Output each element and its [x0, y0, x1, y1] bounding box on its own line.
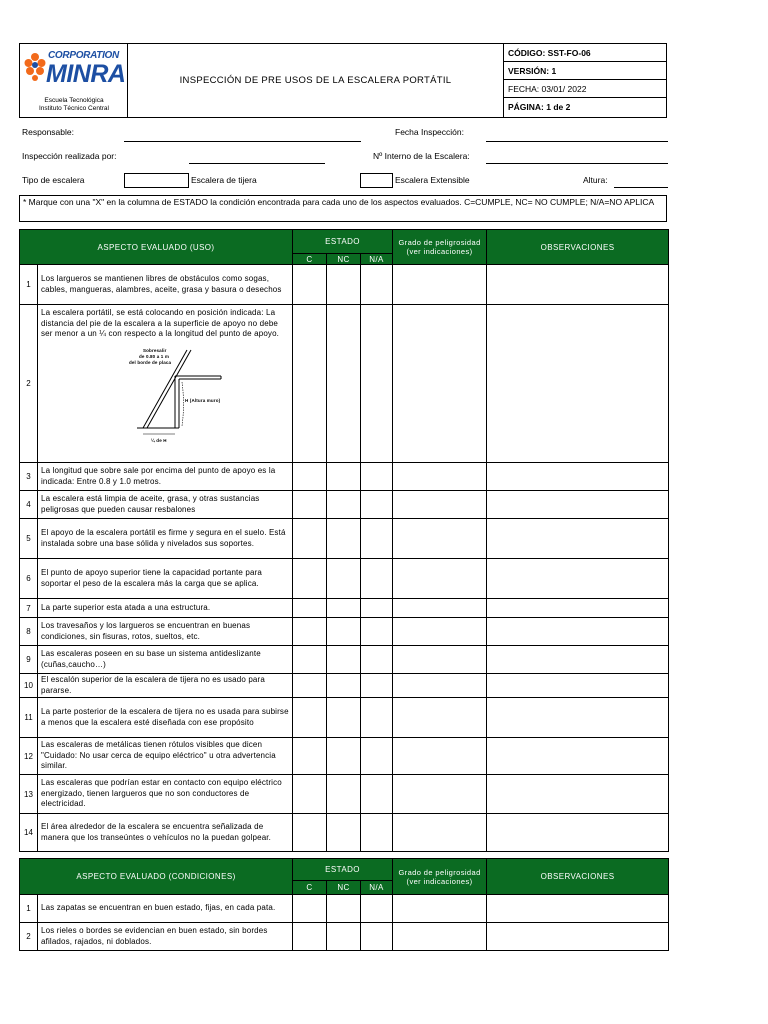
cell-nc[interactable] — [327, 775, 361, 814]
responsable-field[interactable] — [124, 141, 361, 142]
table-row — [20, 674, 669, 698]
responsable-label: Responsable: — [22, 127, 74, 137]
cell-observaciones[interactable] — [487, 618, 669, 646]
cell-observaciones[interactable] — [487, 923, 669, 951]
row-text: La escalera portátil, se está colocando en posición indicada: La distancia del pie de la escalera a la superficie de apoyo no debe ser menor a un ¼ con respecto a la longitud del punto de apoyo. — [41, 308, 280, 338]
meta-pagina: PÁGINA: 1 de 2 — [508, 102, 571, 112]
cell-c[interactable] — [293, 559, 327, 599]
cell-nc[interactable] — [327, 895, 361, 923]
table-row — [20, 775, 669, 814]
cell-observaciones[interactable] — [487, 895, 669, 923]
row-number: 3 — [20, 463, 38, 491]
row-number: 2 — [20, 923, 38, 951]
row-text: La parte superior esta atada a una estructura. — [38, 599, 293, 618]
cell-na[interactable] — [361, 305, 393, 463]
numero-interno-field[interactable] — [486, 163, 668, 164]
diagram-label-h: H (Altura muro) — [185, 397, 221, 403]
uso-nc-header: NC — [327, 254, 361, 265]
altura-field[interactable] — [614, 187, 668, 188]
row-number: 4 — [20, 491, 38, 519]
cell-nc[interactable] — [327, 599, 361, 618]
cell-observaciones[interactable] — [487, 559, 669, 599]
logo-minra-text: MINRA — [46, 60, 126, 88]
cell-c[interactable] — [293, 738, 327, 775]
cell-grado[interactable] — [393, 923, 487, 951]
cell-observaciones[interactable] — [487, 599, 669, 618]
cell-na[interactable] — [361, 265, 393, 305]
cell-c[interactable] — [293, 674, 327, 698]
cell-observaciones[interactable] — [487, 519, 669, 559]
cell-nc[interactable] — [327, 265, 361, 305]
row-text: El apoyo de la escalera portátil es firme y segura en el suelo. Está instalada sobre una base sólida y nivelados sus soportes. — [38, 519, 293, 559]
numero-interno-label: Nº Interno de la Escalera: — [373, 151, 470, 161]
row-text: Los rieles o bordes se evidencian en buen estado, sin bordes afilados, rajados, ni doblados. — [38, 923, 293, 951]
logo-cell — [20, 44, 128, 117]
condiciones-observaciones-header: OBSERVACIONES — [487, 859, 669, 895]
uso-na-header: N/A — [361, 254, 393, 265]
cell-na[interactable] — [361, 519, 393, 559]
document-header — [19, 43, 667, 118]
meta-version: VERSIÓN: 1 — [504, 62, 666, 80]
cell-na[interactable] — [361, 463, 393, 491]
escalera-tijera-label: Escalera de tijera — [191, 175, 257, 185]
table-row — [20, 599, 669, 618]
cell-observaciones[interactable] — [487, 738, 669, 775]
row-number: 14 — [20, 814, 38, 852]
ladder-diagram — [121, 346, 241, 446]
uso-observaciones-header: OBSERVACIONES — [487, 230, 669, 265]
cell-nc[interactable] — [327, 646, 361, 674]
cell-na[interactable] — [361, 599, 393, 618]
cell-grado[interactable] — [393, 618, 487, 646]
altura-label: Altura: — [583, 175, 608, 185]
document-title: INSPECCIÓN DE PRE USOS DE LA ESCALERA PORTÁTIL — [128, 44, 504, 117]
row-text: El área alrededor de la escalera se encuentra señalizada de manera que los transeúntes o vehículos no la puedan golpear. — [38, 814, 293, 852]
row-number: 6 — [20, 559, 38, 599]
condiciones-estado-header: ESTADO — [293, 859, 393, 881]
cell-c[interactable] — [293, 646, 327, 674]
cell-na[interactable] — [361, 698, 393, 738]
condiciones-table — [19, 858, 669, 951]
cell-grado[interactable] — [393, 265, 487, 305]
row-text: La escalera está limpia de aceite, grasa, y otras sustancias peligrosas que pueden causar resbalones — [38, 491, 293, 519]
cell-c[interactable] — [293, 491, 327, 519]
cell-grado[interactable] — [393, 463, 487, 491]
cell-observaciones[interactable] — [487, 674, 669, 698]
cell-c[interactable] — [293, 519, 327, 559]
cell-nc[interactable] — [327, 463, 361, 491]
cell-nc[interactable] — [327, 698, 361, 738]
row-text: Las escaleras poseen en su base un sistema antideslizante (cuñas,caucho…) — [38, 646, 293, 674]
uso-c-header: C — [293, 254, 327, 265]
cell-grado[interactable] — [393, 738, 487, 775]
uso-table — [19, 229, 669, 852]
cell-na[interactable] — [361, 923, 393, 951]
cell-c[interactable] — [293, 599, 327, 618]
logo-subtitle-1: Escuela Tecnológica — [44, 97, 104, 104]
row-text: Las escaleras de metálicas tienen rótulos visibles que dicen "Cuidado: No usar cerca de equipo eléctrico" u otra advertencia similar. — [38, 738, 293, 775]
table-row — [20, 559, 669, 599]
table-row — [20, 895, 669, 923]
condiciones-aspecto-header: ASPECTO EVALUADO (CONDICIONES) — [20, 859, 293, 895]
row-text: Los largueros se mantienen libres de obstáculos como sogas, cables, mangueras, alambres, aceite, grasa y basura o desechos — [38, 265, 293, 305]
row-text: El escalón superior de la escalera de tijera no es usado para pararse. — [38, 674, 293, 698]
cell-na[interactable] — [361, 814, 393, 852]
cell-observaciones[interactable] — [487, 265, 669, 305]
condiciones-grado-header: Grado de peligrosidad (ver indicaciones) — [393, 859, 487, 895]
realizada-por-field[interactable] — [189, 163, 325, 164]
cell-c[interactable] — [293, 775, 327, 814]
cell-nc[interactable] — [327, 305, 361, 463]
cell-observaciones[interactable] — [487, 775, 669, 814]
cell-c[interactable] — [293, 895, 327, 923]
cell-c[interactable] — [293, 305, 327, 463]
row-text-with-diagram — [38, 305, 293, 463]
diagram-label-top1: Sobresalir — [143, 347, 167, 353]
table-row — [20, 814, 669, 852]
escalera-extensible-checkbox[interactable] — [360, 173, 393, 188]
diagram-label-top2: de 0.80 a 1 m — [139, 353, 169, 359]
escalera-extensible-label: Escalera Extensible — [395, 175, 470, 185]
cell-observaciones[interactable] — [487, 646, 669, 674]
row-number: 13 — [20, 775, 38, 814]
cell-grado[interactable] — [393, 491, 487, 519]
cell-na[interactable] — [361, 559, 393, 599]
logo-subtitle-2: Instituto Técnico Central — [39, 105, 109, 112]
row-number: 1 — [20, 265, 38, 305]
row-number: 7 — [20, 599, 38, 618]
cell-na[interactable] — [361, 895, 393, 923]
cell-observaciones[interactable] — [487, 814, 669, 852]
tipo-escalera-label: Tipo de escalera — [22, 175, 85, 185]
cell-grado[interactable] — [393, 895, 487, 923]
cell-observaciones[interactable] — [487, 698, 669, 738]
cell-c[interactable] — [293, 698, 327, 738]
row-text: El punto de apoyo superior tiene la capacidad portante para soportar el peso de la escalera más la carga que se aplica. — [38, 559, 293, 599]
row-number: 8 — [20, 618, 38, 646]
cell-grado[interactable] — [393, 674, 487, 698]
table-row — [20, 491, 669, 519]
cell-c[interactable] — [293, 814, 327, 852]
cell-grado[interactable] — [393, 519, 487, 559]
row-number: 10 — [20, 674, 38, 698]
cell-nc[interactable] — [327, 674, 361, 698]
cell-grado[interactable] — [393, 646, 487, 674]
table-row — [20, 738, 669, 775]
row-number: 1 — [20, 895, 38, 923]
condiciones-na-header: N/A — [361, 881, 393, 895]
cell-na[interactable] — [361, 674, 393, 698]
table-row — [20, 519, 669, 559]
cell-grado[interactable] — [393, 814, 487, 852]
cell-grado[interactable] — [393, 559, 487, 599]
cell-na[interactable] — [361, 738, 393, 775]
cell-nc[interactable] — [327, 519, 361, 559]
cell-observaciones[interactable] — [487, 491, 669, 519]
table-row — [20, 698, 669, 738]
cell-nc[interactable] — [327, 491, 361, 519]
uso-grado-header: Grado de peligrosidad (ver indicaciones) — [393, 230, 487, 265]
cell-na[interactable] — [361, 775, 393, 814]
cell-nc[interactable] — [327, 814, 361, 852]
fecha-inspeccion-label: Fecha Inspección: — [395, 127, 464, 137]
row-text: La parte posterior de la escalera de tijera no es usada para subirse a menos que la escalera esté diseñada con ese propósito — [38, 698, 293, 738]
cell-c[interactable] — [293, 463, 327, 491]
uso-aspecto-header: ASPECTO EVALUADO (USO) — [20, 230, 293, 265]
diagram-label-base: ¼ de H — [151, 437, 167, 443]
condiciones-c-header: C — [293, 881, 327, 895]
cell-nc[interactable] — [327, 559, 361, 599]
meta-codigo: CÓDIGO: SST-FO-06 — [504, 44, 666, 62]
cell-observaciones[interactable] — [487, 463, 669, 491]
meta-fecha: FECHA: 03/01/ 2022 — [504, 80, 666, 98]
table-row — [20, 305, 669, 463]
condiciones-nc-header: NC — [327, 881, 361, 895]
cell-nc[interactable] — [327, 618, 361, 646]
cell-grado[interactable] — [393, 775, 487, 814]
row-text: Los travesaños y los largueros se encuentran en buenas condiciones, sin fisuras, rotos, sueltos, etc. — [38, 618, 293, 646]
row-text: Las escaleras que podrían estar en contacto con equipo eléctrico energizado, tienen largueros que no son conductores de electricidad. — [38, 775, 293, 814]
cell-c[interactable] — [293, 265, 327, 305]
row-number: 11 — [20, 698, 38, 738]
fecha-inspeccion-field[interactable] — [486, 141, 668, 142]
cell-na[interactable] — [361, 646, 393, 674]
table-row — [20, 463, 669, 491]
row-number: 12 — [20, 738, 38, 775]
logo-flower-icon — [24, 52, 46, 84]
cell-nc[interactable] — [327, 738, 361, 775]
table-row — [20, 646, 669, 674]
cell-nc[interactable] — [327, 923, 361, 951]
cell-grado[interactable] — [393, 599, 487, 618]
table-row — [20, 618, 669, 646]
logo-corporation-text: CORPORATION — [48, 50, 119, 61]
realizada-por-label: Inspección realizada por: — [22, 151, 117, 161]
cell-grado[interactable] — [393, 698, 487, 738]
row-number: 2 — [20, 305, 38, 463]
cell-grado[interactable] — [393, 305, 487, 463]
cell-na[interactable] — [361, 618, 393, 646]
row-text: La longitud que sobre sale por encima del punto de apoyo es la indicada: Entre 0.8 y 1.0 metros. — [38, 463, 293, 491]
cell-c[interactable] — [293, 618, 327, 646]
uso-estado-header: ESTADO — [293, 230, 393, 254]
escalera-tijera-checkbox[interactable] — [124, 173, 189, 188]
table-row — [20, 265, 669, 305]
instructions-note: * Marque con una "X" en la columna de ESTADO la condición encontrada para cada uno de los aspectos evaluados. C=CUMPLE, NC= NO CUMPLE; N/A=NO APLICA — [19, 195, 667, 222]
diagram-label-top3: del borde de placa — [129, 359, 172, 365]
table-row — [20, 923, 669, 951]
row-text: Las zapatas se encuentran en buen estado, fijas, en cada pata. — [38, 895, 293, 923]
row-number: 5 — [20, 519, 38, 559]
cell-c[interactable] — [293, 923, 327, 951]
row-number: 9 — [20, 646, 38, 674]
cell-observaciones[interactable] — [487, 305, 669, 463]
cell-na[interactable] — [361, 491, 393, 519]
